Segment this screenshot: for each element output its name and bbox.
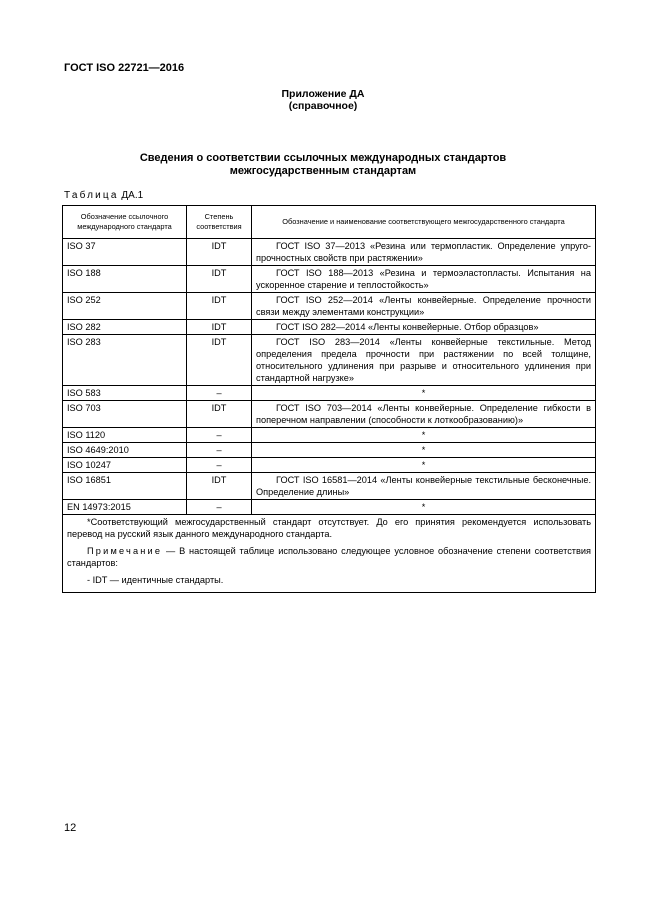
correspondence-table: [62, 205, 596, 593]
appendix-subtitle: (справочное): [288, 100, 358, 112]
appendix-title: Приложение ДА: [281, 88, 365, 100]
cell-degree: –: [187, 443, 252, 458]
cell-description: *: [252, 443, 596, 458]
cell-standard: ISO 37: [63, 239, 187, 266]
table-row: [63, 458, 596, 473]
cell-degree: IDT: [187, 266, 252, 293]
table-caption-word: Таблица: [64, 190, 119, 201]
table-row: [63, 293, 596, 320]
cell-degree: –: [187, 428, 252, 443]
cell-standard: ISO 1120: [63, 428, 187, 443]
cell-degree: IDT: [187, 239, 252, 266]
section-title: [0, 152, 646, 178]
table-row: [63, 443, 596, 458]
table-notes-row: [63, 515, 596, 593]
header-interstate-standard: Обозначение и наименование соответствующего межгосударственного стандарта: [252, 206, 596, 239]
note-item: - IDT — идентичные стандарты.: [87, 575, 224, 585]
cell-degree: IDT: [187, 335, 252, 386]
cell-degree: IDT: [187, 320, 252, 335]
cell-description: ГОСТ ISO 283—2014 «Ленты конвейерные текстильные. Метод определения предела прочности при растяжении по всей толщине, относительного удлинения при разрыве и относительного удлинения при стандартной нагрузке»: [252, 335, 596, 386]
cell-degree: IDT: [187, 401, 252, 428]
table-caption: [64, 190, 143, 201]
header-degree: Степень соответствия: [187, 206, 252, 239]
cell-degree: –: [187, 500, 252, 515]
table-row: [63, 473, 596, 500]
cell-standard: ISO 188: [63, 266, 187, 293]
cell-description: *: [252, 428, 596, 443]
section-title-line-2: межгосударственным стандартам: [229, 165, 417, 177]
page-number: 12: [64, 822, 77, 834]
footnote: *Соответствующий межгосударственный стандарт отсутствует. До его принятия рекомендуется использовать перевод на русский язык данного международного стандарта.: [67, 517, 591, 539]
table-row: [63, 401, 596, 428]
table-row: [63, 428, 596, 443]
cell-description: ГОСТ ISO 703—2014 «Ленты конвейерные. Определение гибкости в поперечном направлении (способности к лоткообразованию)»: [252, 401, 596, 428]
table-caption-id: ДА.1: [121, 190, 144, 201]
cell-standard: ISO 16851: [63, 473, 187, 500]
cell-description: *: [252, 500, 596, 515]
cell-degree: –: [187, 386, 252, 401]
table-notes: [63, 515, 596, 593]
table-row: [63, 500, 596, 515]
cell-description: ГОСТ ISO 188—2013 «Резина и термоэластопласты. Испытания на ускоренное старение и теплостойкость»: [252, 266, 596, 293]
note: [67, 545, 591, 569]
header-reference-standard: Обозначение ссылочного международного стандарта: [63, 206, 187, 239]
cell-description: ГОСТ ISO 282—2014 «Ленты конвейерные. Отбор образцов»: [252, 320, 596, 335]
table-row: [63, 386, 596, 401]
note-text: — В настоящей таблице использовано следующее условное обозначение степени соответствия стандартов:: [67, 546, 591, 568]
cell-description: *: [252, 458, 596, 473]
table-row: [63, 335, 596, 386]
cell-degree: –: [187, 458, 252, 473]
section-title-line-1: Сведения о соответствии ссылочных международных стандартов: [139, 152, 507, 164]
cell-standard: ISO 282: [63, 320, 187, 335]
cell-degree: IDT: [187, 293, 252, 320]
cell-description: ГОСТ ISO 252—2014 «Ленты конвейерные. Определение прочности связи между элементами конструкции»: [252, 293, 596, 320]
cell-standard: ISO 703: [63, 401, 187, 428]
cell-standard: ISO 4649:2010: [63, 443, 187, 458]
document-id: ГОСТ ISO 22721—2016: [64, 62, 185, 74]
cell-standard: ISO 10247: [63, 458, 187, 473]
table-row: [63, 239, 596, 266]
cell-standard: ISO 583: [63, 386, 187, 401]
cell-description: *: [252, 386, 596, 401]
appendix-heading: [0, 88, 646, 112]
cell-standard: ISO 283: [63, 335, 187, 386]
cell-standard: EN 14973:2015: [63, 500, 187, 515]
table-row: [63, 266, 596, 293]
cell-description: ГОСТ ISO 37—2013 «Резина или термопластик. Определение упруго-прочностных свойств при растяжении»: [252, 239, 596, 266]
table-row: [63, 320, 596, 335]
cell-description: ГОСТ ISO 16581—2014 «Ленты конвейерные текстильные бесконечные. Определение длины»: [252, 473, 596, 500]
cell-degree: IDT: [187, 473, 252, 500]
note-label: Примечание: [87, 546, 163, 556]
table-header-row: [63, 206, 596, 239]
cell-standard: ISO 252: [63, 293, 187, 320]
